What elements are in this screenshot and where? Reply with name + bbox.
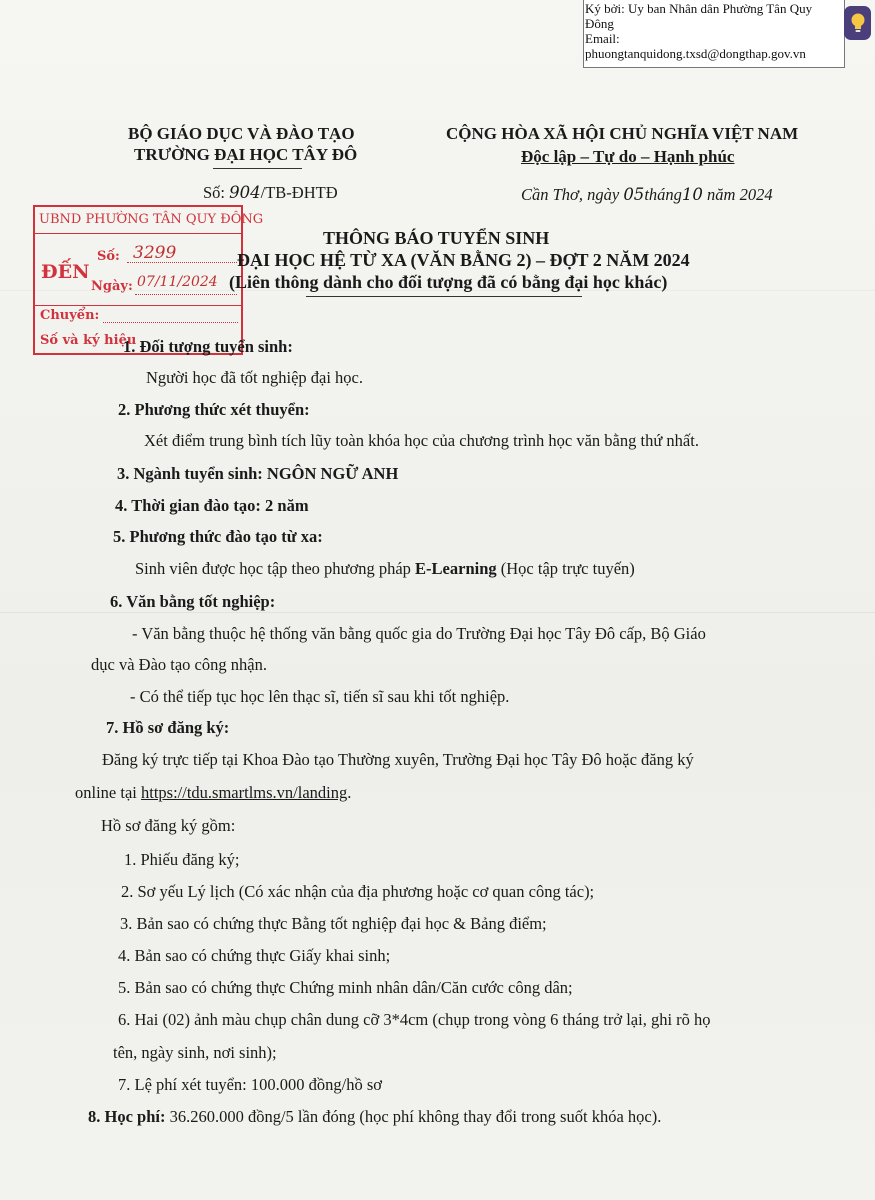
date-mid: tháng [644,185,682,204]
section-6-line: - Văn bằng thuộc hệ thống văn bằng quốc gia do Trường Đại học Tây Đô cấp, Bộ Giáo [132,624,706,643]
date-prefix: Cần Thơ, ngày [521,185,620,204]
number-handwritten: 904 [229,183,261,202]
document-number [203,183,338,203]
stamp-ngay-label: Ngày: [91,279,133,294]
section-4: 4. Thời gian đào tạo: 2 năm [115,496,309,515]
stamp-den: ĐẾN [41,261,90,283]
registration-link[interactable]: https://tdu.smartlms.vn/landing [140,783,348,802]
list-item: 2. Sơ yếu Lý lịch (Có xác nhận của địa phương hoặc cơ quan công tác); [121,882,595,901]
paper-fold [0,612,875,613]
section-5-text-b: E-Learning [415,559,497,578]
signature-line: Ký bởi: Uy ban Nhân dân Phường Tân Quy [585,1,813,16]
section-7-title: 7. Hồ sơ đăng ký: [106,718,230,737]
list-item: 5. Bản sao có chứng thực Chứng minh nhân dân/Căn cước công dân; [118,978,573,997]
stamp-so-value: 3299 [133,243,177,263]
lightbulb-icon[interactable] [844,6,871,40]
list-item: 4. Bản sao có chứng thực Giấy khai sinh; [118,946,391,965]
signature-line: Email: [585,31,620,46]
national-motto: Độc lập – Tự do – Hạnh phúc [521,147,735,166]
notice-subtitle: ĐẠI HỌC HỆ TỪ XA (VĂN BẰNG 2) – ĐỢT 2 NĂM 2024 [237,250,690,270]
section-2-title: 2. Phương thức xét thuyển: [118,400,310,419]
date-month: 10 [681,185,703,204]
section-6-title: 6. Văn bằng tốt nghiệp: [110,592,276,611]
section-8-label: 8. Học phí: [88,1107,166,1126]
section-8 [88,1107,661,1127]
republic-name: CỘNG HÒA XÃ HỘI CHỦ NGHĨA VIỆT NAM [446,124,799,143]
list-item: 3. Bản sao có chứng thực Bằng tốt nghiệp đại học & Bảng điểm; [120,914,547,933]
divider [306,296,582,297]
received-stamp [33,205,264,355]
section-5-text-a: Sinh viên được học tập theo phương pháp [135,559,416,578]
date-day: 05 [623,185,645,204]
stamp-kyhieu-label: Số và ký hiệu [40,333,137,348]
university-name-text: TRƯỜNG ĐẠI HỌC TÂY ĐÔ [134,145,358,164]
section-8-text: 36.260.000 đồng/5 lần đóng (học phí không thay đổi trong suốt khóa học). [165,1107,662,1126]
section-6-line: dục và Đào tạo công nhận. [91,655,267,674]
section-7-line: Hồ sơ đăng ký gồm: [101,816,236,835]
section-7-line: Đăng ký trực tiếp tại Khoa Đào tạo Thường xuyên, Trường Đại học Tây Đô hoặc đăng ký [102,750,694,769]
notice-audience: (Liên thông dành cho đối tượng đã có bằng đại học khác) [229,272,668,292]
section-7-period: . [347,783,352,802]
list-item: 7. Lệ phí xét tuyển: 100.000 đồng/hồ sơ [118,1075,382,1094]
section-5-text-c: (Học tập trực tuyến) [496,559,635,578]
number-suffix: /TB-ĐHTĐ [260,183,338,202]
section-3: 3. Ngành tuyển sinh: NGÔN NGỮ ANH [117,464,399,483]
stamp-org: UBND PHƯỜNG TÂN QUY ĐÔNG [39,212,264,227]
number-label: Số: [203,183,226,202]
list-item: 6. Hai (02) ảnh màu chụp chân dung cỡ 3*4cm (chụp trong vòng 6 tháng trở lại, ghi rõ họ [118,1010,711,1029]
signature-email: phuongtanquidong.txsd@dongthap.gov.vn [585,46,806,61]
stamp-chuyen-label: Chuyển: [40,308,100,323]
section-6-line: - Có thể tiếp tục học lên thạc sĩ, tiến sĩ sau khi tốt nghiệp. [130,687,510,706]
signature-line: Đông [585,16,614,31]
section-7-text: online tại [75,783,141,802]
dotted-line [103,322,238,323]
university-name [134,145,357,165]
dotted-line [135,294,237,295]
digital-signature-box [583,0,845,68]
section-2-text: Xét điểm trung bình tích lũy toàn khóa học của chương trình học văn bằng thứ nhất. [144,431,699,450]
divider [213,168,302,169]
section-1-title: 1. Đối tượng tuyển sinh: [123,337,293,356]
section-5-title: 5. Phương thức đào tạo từ xa: [113,527,323,546]
section-1-text: Người học đã tốt nghiệp đại học. [146,368,363,387]
list-item: tên, ngày sinh, nơi sinh); [113,1043,277,1062]
stamp-so-label: Số: [97,249,120,264]
section-7-line [75,783,351,803]
notice-title: THÔNG BÁO TUYỂN SINH [323,228,550,248]
dotted-line [127,262,237,263]
issue-date [521,185,773,205]
section-5-text [135,559,635,579]
ministry-name: BỘ GIÁO DỤC VÀ ĐÀO TẠO [128,124,355,143]
date-year: năm 2024 [707,185,773,204]
list-item: 1. Phiếu đăng ký; [124,850,240,869]
stamp-ngay-value: 07/11/2024 [137,274,218,290]
